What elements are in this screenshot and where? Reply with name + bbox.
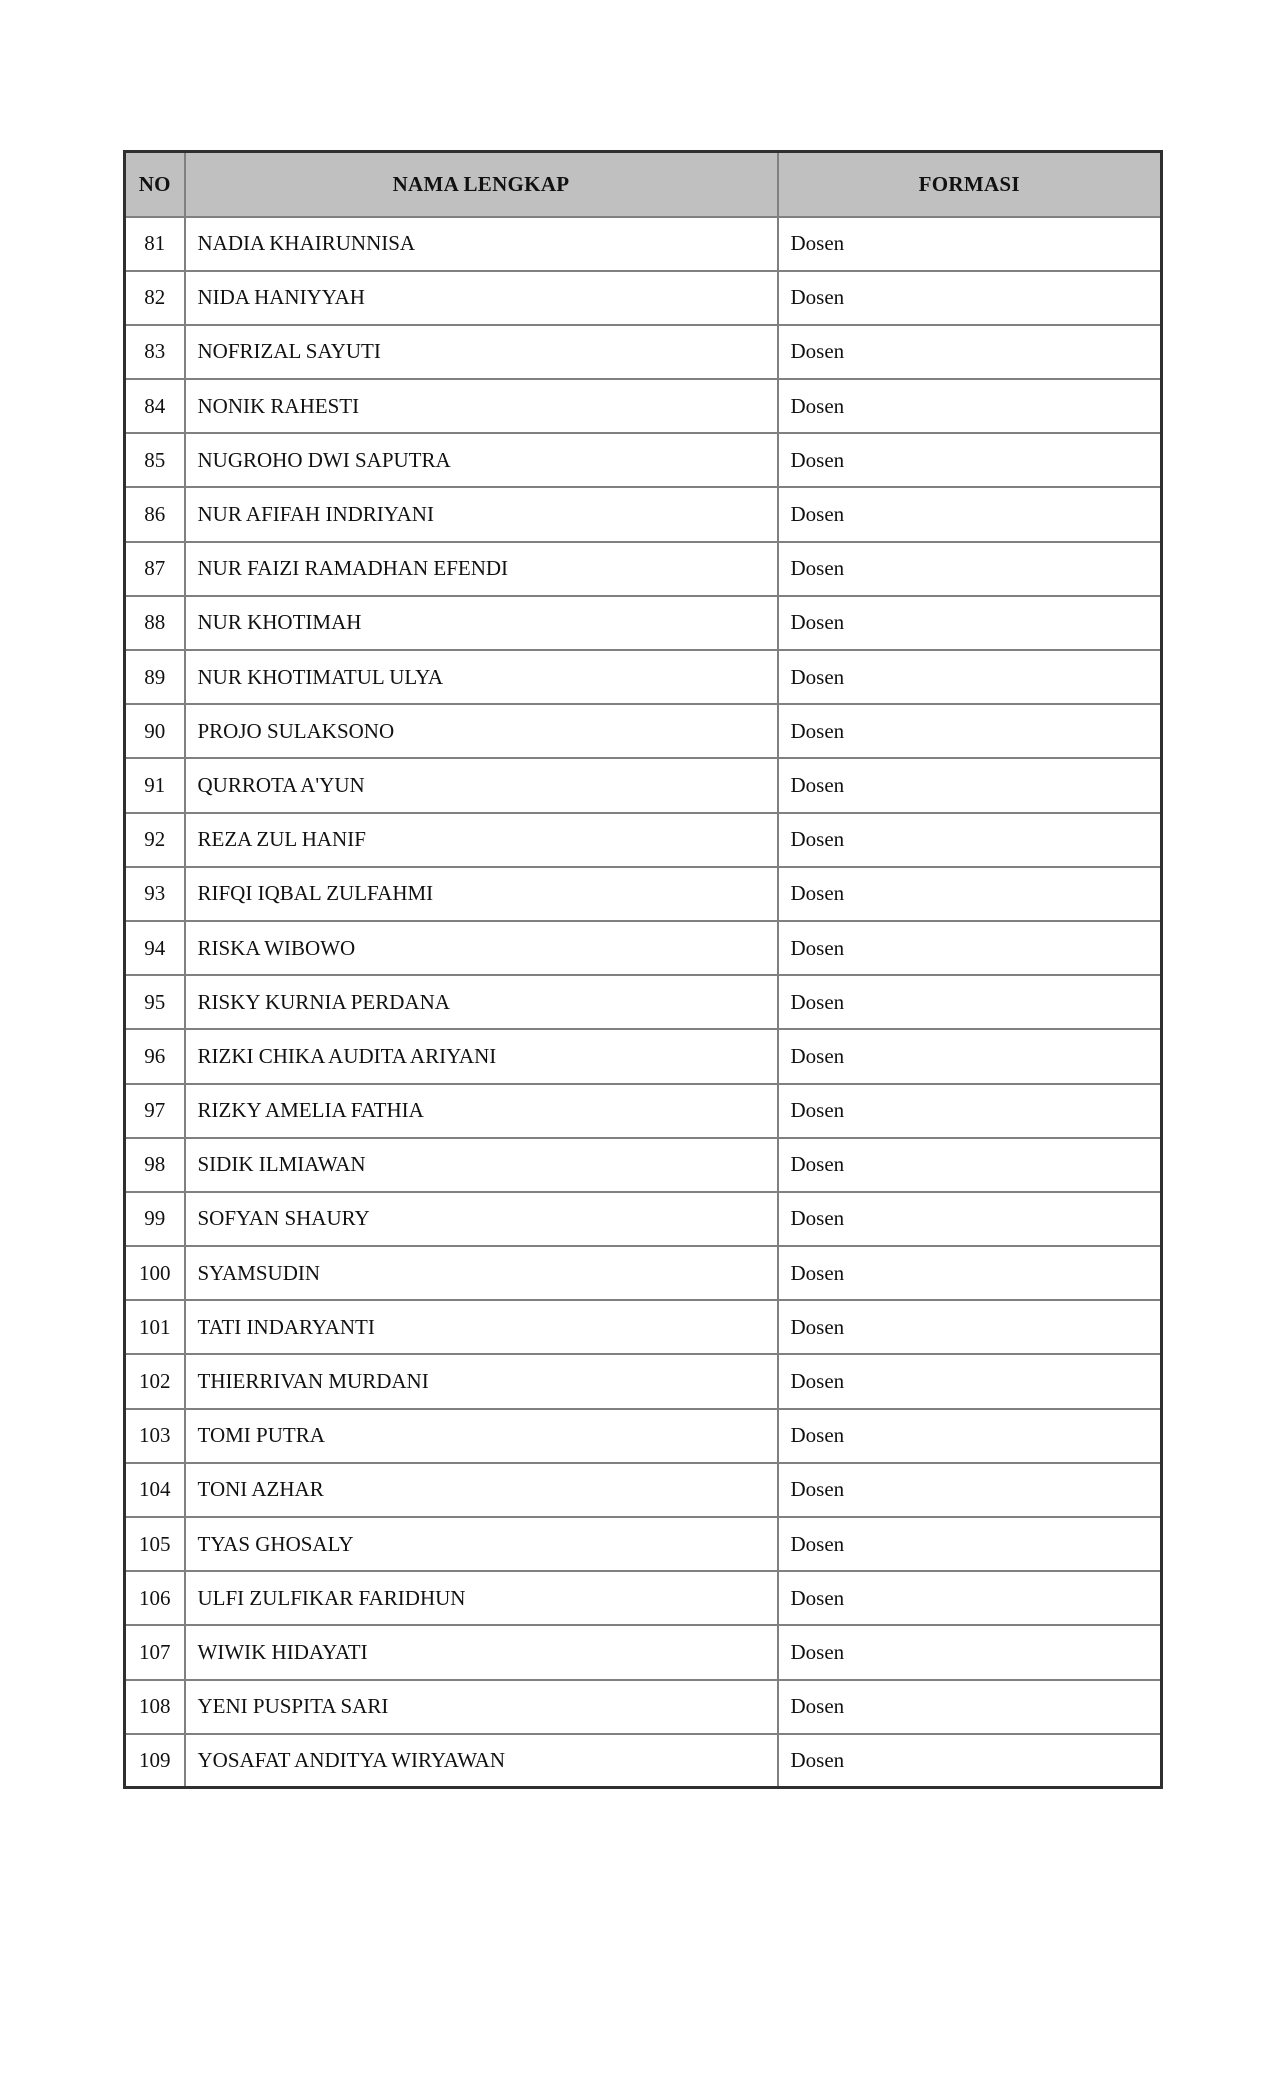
cell-nama: TYAS GHOSALY xyxy=(185,1517,778,1571)
table-row xyxy=(125,1517,1162,1571)
cell-formasi: Dosen xyxy=(778,379,1162,433)
cell-formasi: Dosen xyxy=(778,975,1162,1029)
cell-nama: YENI PUSPITA SARI xyxy=(185,1680,778,1734)
table-row xyxy=(125,542,1162,596)
cell-formasi: Dosen xyxy=(778,1029,1162,1083)
table-row xyxy=(125,1354,1162,1408)
table-row xyxy=(125,271,1162,325)
cell-no: 95 xyxy=(125,975,185,1029)
table-row xyxy=(125,487,1162,541)
table-row xyxy=(125,975,1162,1029)
cell-no: 103 xyxy=(125,1409,185,1463)
cell-nama: TATI INDARYANTI xyxy=(185,1300,778,1354)
cell-nama: RISKA WIBOWO xyxy=(185,921,778,975)
cell-formasi: Dosen xyxy=(778,1300,1162,1354)
table-header xyxy=(125,152,1162,217)
cell-formasi: Dosen xyxy=(778,1734,1162,1788)
cell-no: 91 xyxy=(125,758,185,812)
column-header-nama: NAMA LENGKAP xyxy=(185,152,778,217)
cell-nama: WIWIK HIDAYATI xyxy=(185,1625,778,1679)
cell-no: 81 xyxy=(125,217,185,271)
cell-formasi: Dosen xyxy=(778,1517,1162,1571)
table-row xyxy=(125,433,1162,487)
cell-formasi: Dosen xyxy=(778,867,1162,921)
table-row xyxy=(125,867,1162,921)
cell-nama: THIERRIVAN MURDANI xyxy=(185,1354,778,1408)
cell-formasi: Dosen xyxy=(778,487,1162,541)
column-header-no: NO xyxy=(125,152,185,217)
cell-nama: NUR FAIZI RAMADHAN EFENDI xyxy=(185,542,778,596)
cell-nama: NADIA KHAIRUNNISA xyxy=(185,217,778,271)
cell-nama: NONIK RAHESTI xyxy=(185,379,778,433)
table-row xyxy=(125,650,1162,704)
cell-no: 104 xyxy=(125,1463,185,1517)
cell-no: 88 xyxy=(125,596,185,650)
header-row xyxy=(125,152,1162,217)
cell-nama: RISKY KURNIA PERDANA xyxy=(185,975,778,1029)
cell-no: 109 xyxy=(125,1734,185,1788)
cell-no: 92 xyxy=(125,813,185,867)
table-row xyxy=(125,921,1162,975)
cell-nama: NOFRIZAL SAYUTI xyxy=(185,325,778,379)
cell-formasi: Dosen xyxy=(778,1354,1162,1408)
cell-formasi: Dosen xyxy=(778,813,1162,867)
cell-formasi: Dosen xyxy=(778,1138,1162,1192)
table-row xyxy=(125,596,1162,650)
cell-no: 85 xyxy=(125,433,185,487)
cell-formasi: Dosen xyxy=(778,1192,1162,1246)
cell-no: 82 xyxy=(125,271,185,325)
cell-formasi: Dosen xyxy=(778,1409,1162,1463)
table-row xyxy=(125,813,1162,867)
table-row xyxy=(125,704,1162,758)
table-row xyxy=(125,379,1162,433)
cell-formasi: Dosen xyxy=(778,1463,1162,1517)
cell-formasi: Dosen xyxy=(778,1571,1162,1625)
cell-no: 106 xyxy=(125,1571,185,1625)
cell-formasi: Dosen xyxy=(778,542,1162,596)
table-row xyxy=(125,1463,1162,1517)
table-row xyxy=(125,217,1162,271)
cell-no: 83 xyxy=(125,325,185,379)
cell-no: 102 xyxy=(125,1354,185,1408)
cell-formasi: Dosen xyxy=(778,271,1162,325)
cell-no: 101 xyxy=(125,1300,185,1354)
cell-no: 87 xyxy=(125,542,185,596)
table-row xyxy=(125,1625,1162,1679)
table-row xyxy=(125,1084,1162,1138)
cell-nama: SOFYAN SHAURY xyxy=(185,1192,778,1246)
cell-formasi: Dosen xyxy=(778,596,1162,650)
cell-nama: RIZKI CHIKA AUDITA ARIYANI xyxy=(185,1029,778,1083)
cell-formasi: Dosen xyxy=(778,433,1162,487)
cell-formasi: Dosen xyxy=(778,1625,1162,1679)
cell-nama: REZA ZUL HANIF xyxy=(185,813,778,867)
cell-nama: NUR AFIFAH INDRIYANI xyxy=(185,487,778,541)
table-body xyxy=(125,217,1162,1788)
cell-no: 96 xyxy=(125,1029,185,1083)
cell-formasi: Dosen xyxy=(778,217,1162,271)
cell-no: 86 xyxy=(125,487,185,541)
cell-nama: NUR KHOTIMAH xyxy=(185,596,778,650)
cell-nama: RIZKY AMELIA FATHIA xyxy=(185,1084,778,1138)
cell-no: 99 xyxy=(125,1192,185,1246)
cell-no: 100 xyxy=(125,1246,185,1300)
cell-formasi: Dosen xyxy=(778,1246,1162,1300)
table-row xyxy=(125,1246,1162,1300)
cell-no: 105 xyxy=(125,1517,185,1571)
cell-no: 89 xyxy=(125,650,185,704)
cell-no: 90 xyxy=(125,704,185,758)
cell-nama: YOSAFAT ANDITYA WIRYAWAN xyxy=(185,1734,778,1788)
cell-nama: TONI AZHAR xyxy=(185,1463,778,1517)
cell-nama: PROJO SULAKSONO xyxy=(185,704,778,758)
cell-formasi: Dosen xyxy=(778,650,1162,704)
cell-nama: SIDIK ILMIAWAN xyxy=(185,1138,778,1192)
cell-nama: QURROTA A'YUN xyxy=(185,758,778,812)
cell-formasi: Dosen xyxy=(778,325,1162,379)
table-row xyxy=(125,1138,1162,1192)
table-row xyxy=(125,1300,1162,1354)
table-row xyxy=(125,1680,1162,1734)
cell-nama: NUGROHO DWI SAPUTRA xyxy=(185,433,778,487)
table-row xyxy=(125,1029,1162,1083)
table-row xyxy=(125,1571,1162,1625)
table-row xyxy=(125,758,1162,812)
cell-no: 108 xyxy=(125,1680,185,1734)
table-row xyxy=(125,1409,1162,1463)
cell-formasi: Dosen xyxy=(778,921,1162,975)
cell-no: 84 xyxy=(125,379,185,433)
cell-formasi: Dosen xyxy=(778,1680,1162,1734)
cell-formasi: Dosen xyxy=(778,704,1162,758)
cell-nama: ULFI ZULFIKAR FARIDHUN xyxy=(185,1571,778,1625)
formation-list-table xyxy=(123,150,1163,1789)
table-row xyxy=(125,1192,1162,1246)
column-header-formasi: FORMASI xyxy=(778,152,1162,217)
cell-nama: TOMI PUTRA xyxy=(185,1409,778,1463)
cell-nama: NUR KHOTIMATUL ULYA xyxy=(185,650,778,704)
cell-formasi: Dosen xyxy=(778,1084,1162,1138)
table-row xyxy=(125,1734,1162,1788)
cell-no: 98 xyxy=(125,1138,185,1192)
cell-no: 107 xyxy=(125,1625,185,1679)
cell-formasi: Dosen xyxy=(778,758,1162,812)
cell-nama: SYAMSUDIN xyxy=(185,1246,778,1300)
cell-no: 94 xyxy=(125,921,185,975)
cell-nama: NIDA HANIYYAH xyxy=(185,271,778,325)
cell-nama: RIFQI IQBAL ZULFAHMI xyxy=(185,867,778,921)
table-row xyxy=(125,325,1162,379)
cell-no: 93 xyxy=(125,867,185,921)
cell-no: 97 xyxy=(125,1084,185,1138)
